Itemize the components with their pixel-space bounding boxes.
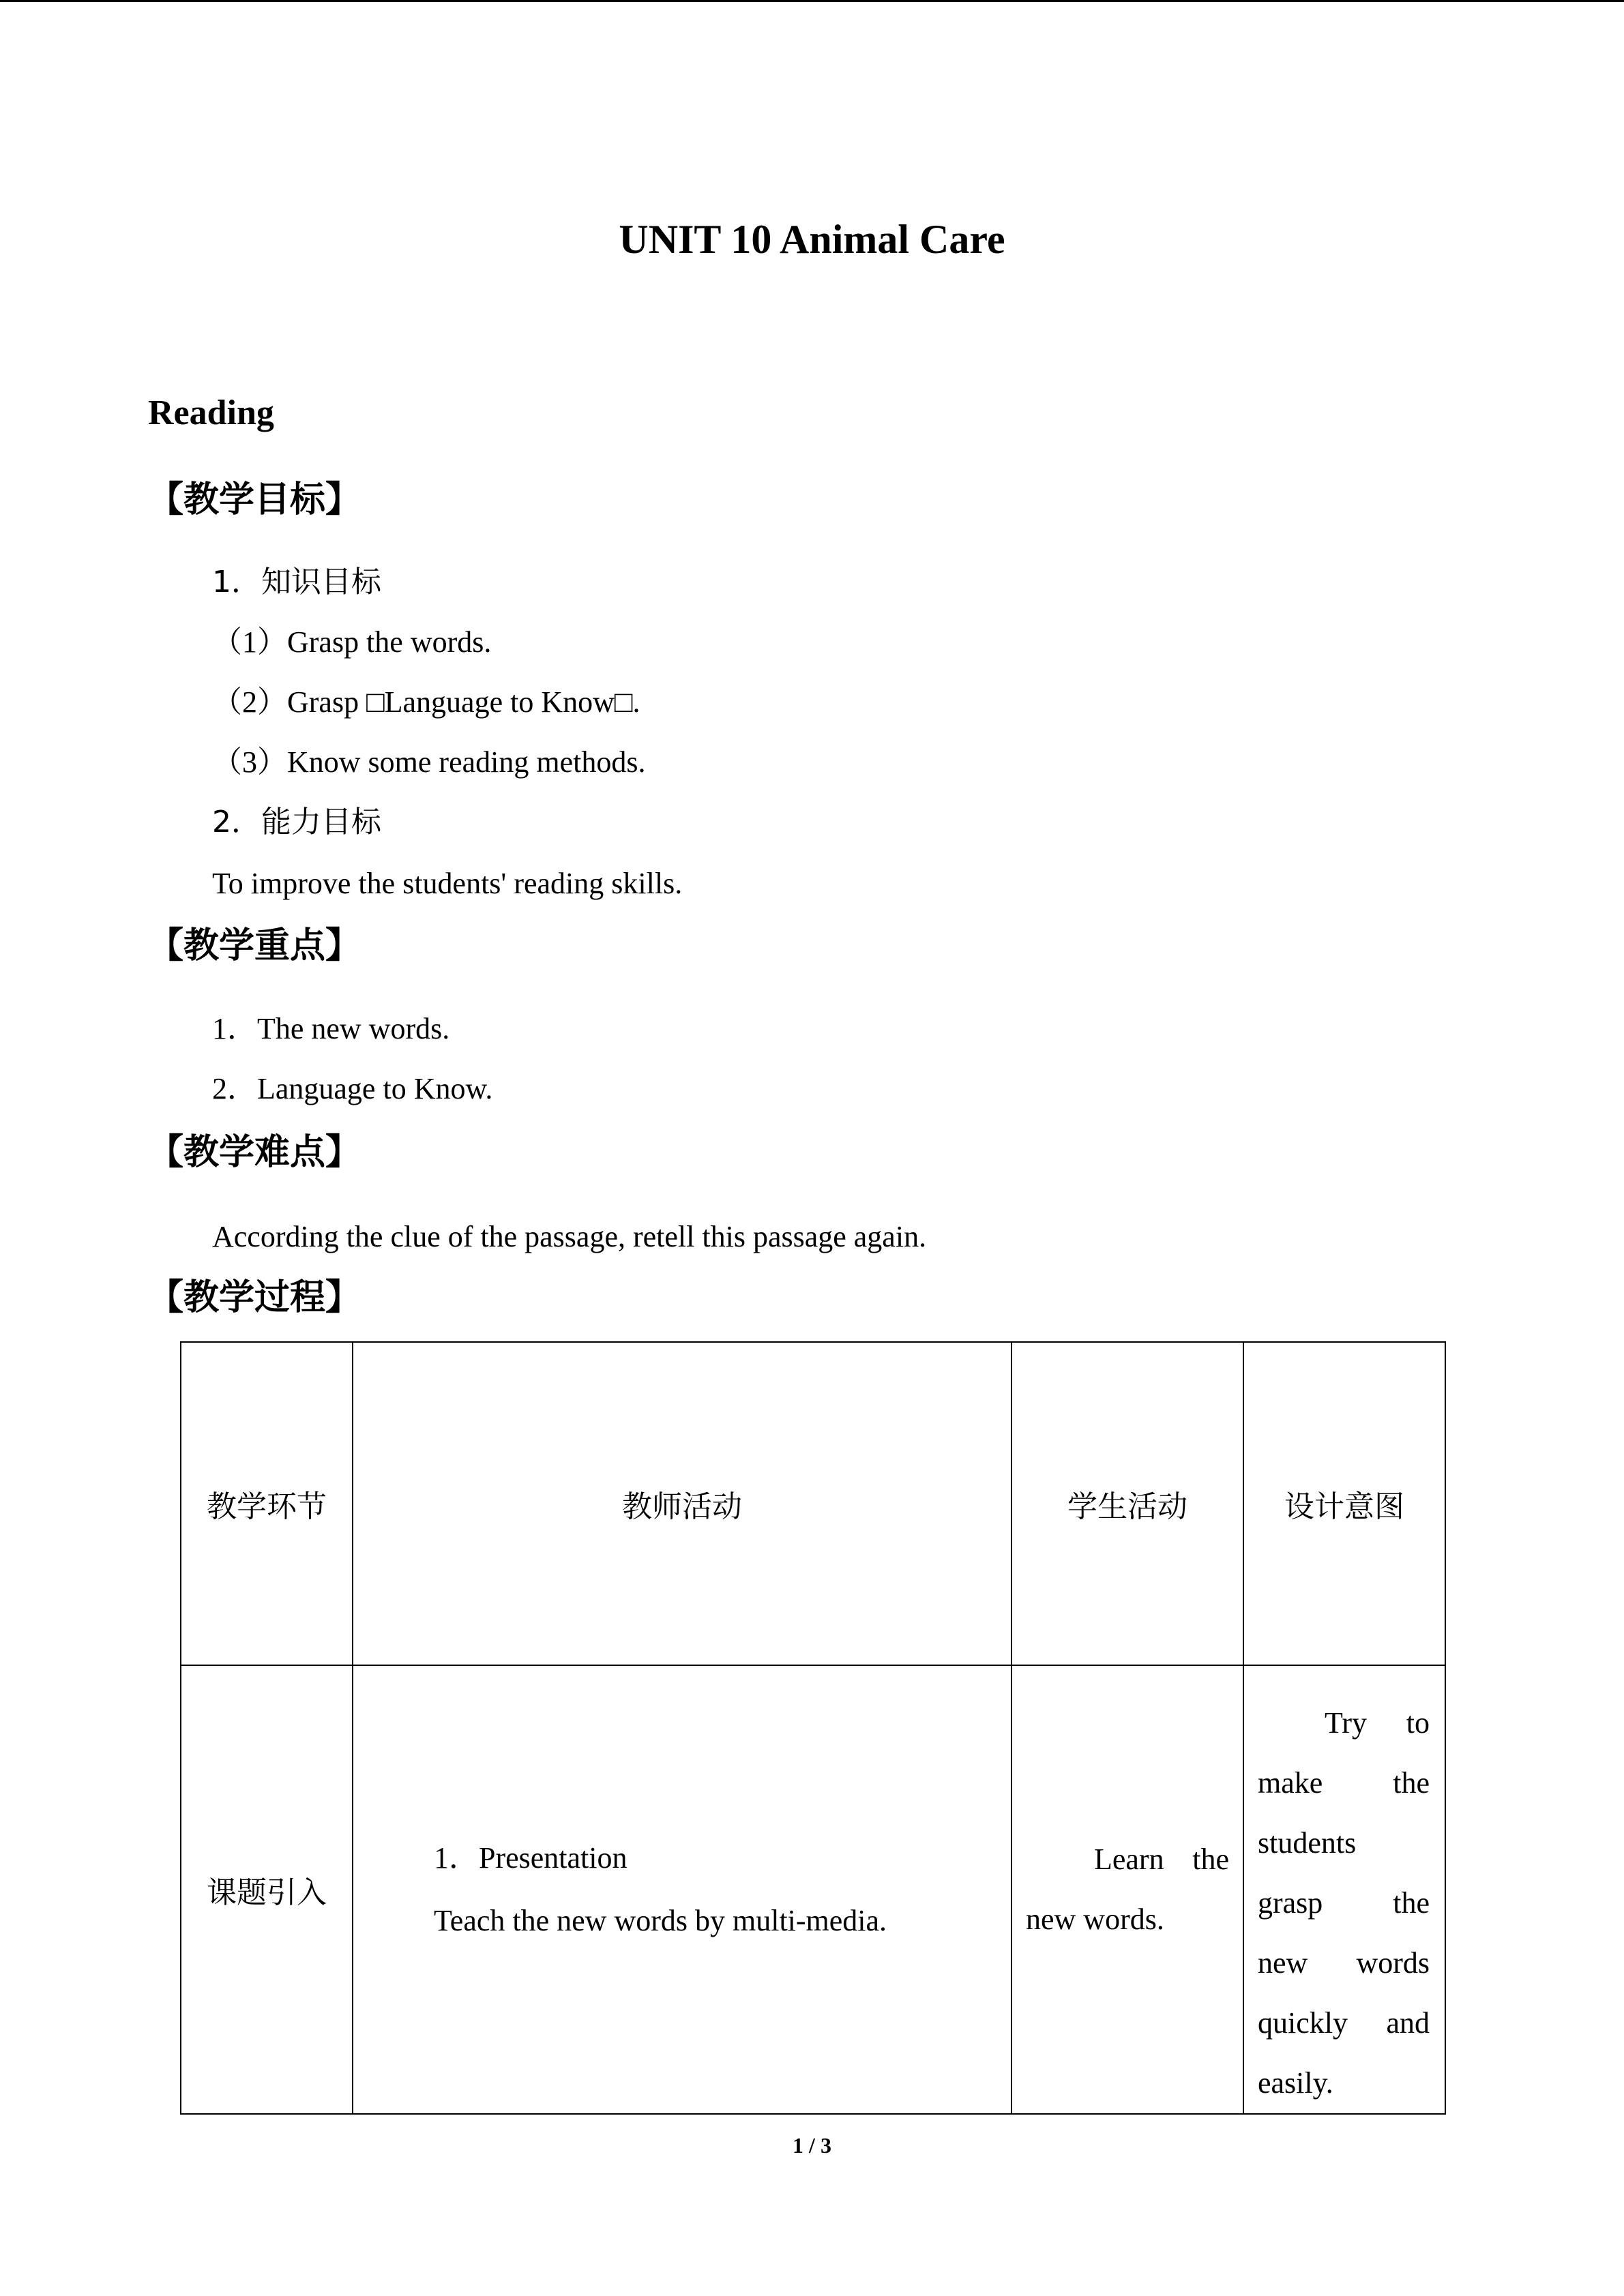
teaching-process-table [180, 1341, 1446, 2115]
intent-word: quickly [1258, 2006, 1348, 2040]
design-intent-cell [1243, 1665, 1445, 2114]
column-header-stage: 教学环节 [181, 1342, 353, 1665]
student-activity-cell [1012, 1665, 1243, 2114]
objective-item: （2）Grasp □Language to Know□. [212, 685, 640, 719]
intent-word: and [1386, 2006, 1430, 2040]
intent-word: new [1258, 1946, 1308, 1980]
teacher-activity-title: 1．Presentation [434, 1841, 628, 1875]
knowledge-objective-heading: 1．知识目标 [212, 565, 381, 599]
teacher-activity-text: Teach the new words by multi-media. [434, 1904, 887, 1937]
column-header-teacher-activity: 教师活动 [353, 1342, 1012, 1665]
difficulties-text: According the clue of the passage, retell this passage again. [212, 1220, 927, 1253]
page-number: 1 / 3 [793, 2133, 831, 2158]
objective-item: （3）Know some reading methods. [212, 745, 646, 779]
process-heading: 【教学过程】 [148, 1277, 361, 1318]
intent-word: the [1393, 1766, 1430, 1800]
objectives-heading: 【教学目标】 [148, 479, 361, 520]
intent-line [1258, 1933, 1430, 1993]
key-point-item: 2．Language to Know. [212, 1072, 493, 1105]
table-row [181, 1665, 1445, 2114]
intent-line [1258, 2053, 1430, 2113]
document-title: UNIT 10 Animal Care [619, 217, 1005, 262]
intent-word: make [1258, 1766, 1323, 1800]
table-header-row [181, 1342, 1445, 1665]
intent-word: students [1258, 1826, 1357, 1860]
intent-word: to [1406, 1706, 1430, 1740]
intent-line [1258, 1993, 1430, 2053]
ability-objective-heading: 2．能力目标 [212, 805, 381, 839]
student-activity-line: new words. [1026, 1903, 1164, 1936]
intent-word: Try [1325, 1706, 1367, 1740]
intent-line [1258, 1873, 1430, 1933]
intent-line [1258, 1693, 1430, 1753]
intent-line [1258, 1753, 1430, 1813]
intent-line [1258, 1813, 1430, 1873]
intent-word: grasp [1258, 1886, 1323, 1920]
key-points-heading: 【教学重点】 [148, 925, 361, 966]
student-activity-line: Learn the [1094, 1843, 1229, 1876]
page-top-border [0, 0, 1624, 2]
teacher-activity-cell [353, 1665, 1012, 2114]
difficulties-heading: 【教学难点】 [148, 1132, 361, 1173]
key-point-item: 1．The new words. [212, 1012, 450, 1045]
intent-word: words [1356, 1946, 1430, 1980]
objective-item: （1）Grasp the words. [212, 625, 492, 659]
intent-word: easily. [1258, 2066, 1333, 2100]
stage-cell: 课题引入 [181, 1665, 353, 2114]
column-header-student-activity: 学生活动 [1012, 1342, 1243, 1665]
section-heading: Reading [148, 393, 274, 432]
column-header-design-intent: 设计意图 [1243, 1342, 1445, 1665]
intent-word: the [1393, 1886, 1430, 1920]
ability-objective-text: To improve the students' reading skills. [212, 867, 683, 900]
